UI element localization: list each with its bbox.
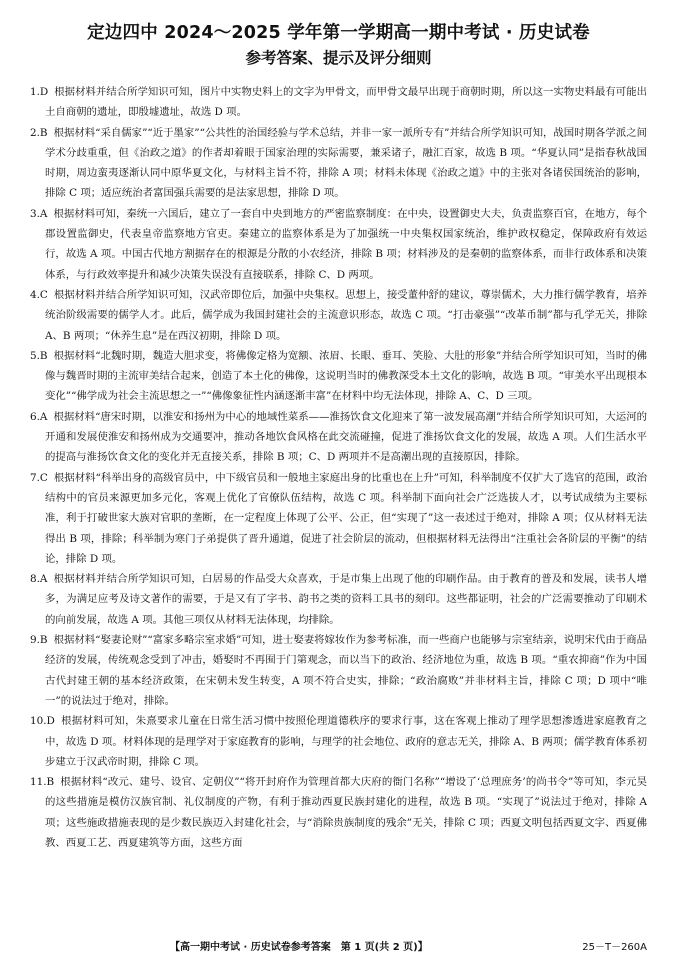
answer-choice: A bbox=[39, 410, 48, 423]
answer-choice: B bbox=[39, 126, 48, 139]
page-footer bbox=[30, 938, 647, 954]
answer-item bbox=[30, 407, 647, 468]
answer-explanation: 根据材料“北魏时期，魏造大胆求变，将佛像定格为宽额、浓眉、长眼、垂耳、笑脸、大肚的形象”并结合所学知识可知，当时的佛像与魏晋时期的主流审美结合起来，创造了本土化的佛像，这说明当时的佛教深受本土文化的影响，故选 B 项。“审美水平出现根本变化”“佛学成为社会主流思想之一”“佛像象征性内涵逐渐丰富”在材料中均无法体现，排除 A、C、D 三项。 bbox=[45, 349, 647, 403]
answer-explanation: 根据材料“科举出身的高级官员中，中下级官员和一般地主家庭出身的比重也在上升”可知，科举制度不仅扩大了选官的范围，政治结构中的官员来源更加多元化，客观上优化了官僚队伍结构，故选 C 项。科举制下面向社会广泛选拔人才，以考试成绩为主要标准，利于打破世家大族对官职的垄断，在一定程度上体现了公平、公正，但“实现了”这一表述过于绝对，排除 A 项；仅从材料无法得出 B 项，排除；科举制为寒门子弟提供了晋升通道，促进了社会阶层的流动，但根据材料无法得出“注重社会各阶层的平衡”的结论，排除 D 项。 bbox=[45, 471, 647, 565]
answer-item bbox=[30, 346, 647, 407]
answer-choice: B bbox=[46, 776, 55, 789]
answer-item bbox=[30, 630, 647, 711]
answer-number: 6. bbox=[30, 410, 40, 423]
footer-page-info: 【高一期中考试 · 历史试卷参考答案 第 1 页(共 2 页)】 bbox=[170, 942, 428, 953]
document-subtitle: 参考答案、提示及评分细则 bbox=[245, 49, 432, 67]
answer-explanation: 根据材料“娶妻论财”“富家多略宗室求婚”可知，进士娶妻将嫁妆作为参考标准，而一些商户也能够与宗室结亲，说明宋代由于商品经济的发展，传统观念受到了冲击，婚娶时不再囿于门第观念，而以当下的政治、经济地位为重，故选 B 项。“重农抑商”作为中国古代封建王朝的基本经济政策，在宋朝未发生转变，A 项不符合史实，排除；“政治腐败”并非材料主旨，排除 C 项；D 项中“唯一”的说法过于绝对，排除。 bbox=[45, 634, 647, 707]
answer-item bbox=[30, 569, 647, 630]
answer-choice: D bbox=[46, 715, 55, 728]
answer-explanation: 根据材料并结合所学知识可知，白居易的作品受大众喜欢，于是市集上出现了他的印刷作品。由于教育的普及和发展，读书人增多，为满足应考及诗文著作的需要，于是又有了字书、韵书之类的资料工具书的刻印。这些都证明，社会的广泛需要推动了印刷术的向前发展，故选 A 项。其他三项仅从材料无法体现，均排除。 bbox=[45, 573, 647, 626]
answer-item bbox=[30, 772, 647, 853]
answer-item bbox=[30, 204, 647, 285]
answer-explanation: 根据材料“唐宋时期，以淮安和扬州为中心的地域性菜系——淮扬饮食文化迎来了第一波发展高潮”并结合所学知识可知，大运河的开通和发展使淮安和扬州成为交通要冲，推动各地饮食风格在此交流碰撞，促进了淮扬饮食文化的发展，故选 A 项。人们生活水平的提高与淮扬饮食文化的变化并无直接关系，排除 B 项；C、D 两项并不是高潮出现的直接原因，排除。 bbox=[45, 410, 647, 464]
document-title: 定边四中 2024～2025 学年第一学期高一期中考试 · 历史试卷 bbox=[87, 23, 590, 43]
answer-number: 9. bbox=[30, 634, 40, 647]
answer-choice: C bbox=[39, 288, 48, 301]
answer-choice: A bbox=[39, 207, 48, 220]
answer-choice: C bbox=[39, 471, 48, 484]
footer-code: 25－T－260A bbox=[582, 942, 647, 953]
answer-item bbox=[30, 711, 647, 772]
answer-item bbox=[30, 468, 647, 569]
answer-item bbox=[30, 123, 647, 204]
answer-explanation: 根据材料可知，秦统一六国后，建立了一套自中央到地方的严密监察制度：在中央，设置御史大夫，负责监察百官，在地方，每个郡设置监御史，代表皇帝监察地方官吏。秦建立的监察体系是为了加强统一中央集权国家统治，维护政权稳定，保障政府有效运行，故选 A 项。中国古代地方割据存在的根源是分散的小农经济，排除 B 项；材料涉及的是秦朝的监察体系，而非行政体系和决策体系，与行政效率提升和减少决策失误没有直接联系，排除 C、D 两项。 bbox=[45, 207, 647, 281]
answer-number: 4. bbox=[30, 288, 40, 301]
answer-explanation: 根据材料“采自儒家”“近于墨家”“公共性的治国经验与学术总结，并非一家一派所专有”并结合所学知识可知，战国时期各学派之间学术分歧重重，但《治政之道》的作者却着眼于国家治理的实际需要，兼采诸子，融汇百家，故选 B 项。“华夏认同”是指春秋战国时期，周边蛮夷逐渐认同中原华夏文化，与材料主旨不符，排除 A 项；材料未体现《治政之道》中的主张对各诸侯国统治的影响，排除 C 项；适应统治者富国强兵需要的是法家思想，排除 D 项。 bbox=[45, 126, 647, 200]
answer-choice: D bbox=[39, 86, 49, 98]
answer-explanation: 根据材料并结合所学知识可知，图片中实物史料上的文字为甲骨文，而甲骨文最早出现于商朝时期，所以这一实物史料最有可能出土自商朝的遗址，即殷墟遗址，故选 D 项。 bbox=[45, 86, 647, 119]
answer-choice: B bbox=[39, 634, 48, 647]
answer-item bbox=[30, 285, 647, 346]
answer-choice: B bbox=[39, 349, 48, 362]
answer-explanation: 根据材料并结合所学知识可知，汉武帝即位后，加强中央集权。思想上，接受董仲舒的建议，尊崇儒术，大力推行儒学教育，培养统治阶级需要的儒学人才。此后，儒学成为我国封建社会的主流意识形态，故选 C 项。“打击豪强”“改革币制”都与孔学无关，排除 A、B 两项；“休养生息”是在西汉初期，排除 D 项。 bbox=[45, 288, 647, 342]
answer-explanation: 根据材料“改元、建号、设官、定朝仪”“将开封府作为管理首都大庆府的衙门名称”“增设了‘总理庶务’的尚书令”等可知，李元昊的这些措施是模仿汉族官制、礼仪制度的产物，有利于推动西夏民族封建化的进程，故选 B 项。“实现了”说法过于绝对，排除 A 项；这些施政措施表现的是少数民族迈入封建化社会，与“消除贵族制度的残余”无关，排除 C 项；西夏文明包括西夏文字、西夏佛教、西夏工艺、西夏建筑等方面，这些方面 bbox=[45, 776, 647, 849]
answer-list bbox=[30, 82, 647, 853]
answer-number: 2. bbox=[30, 126, 40, 139]
answer-number: 7. bbox=[30, 471, 40, 484]
answer-number: 8. bbox=[30, 573, 40, 586]
answer-item bbox=[30, 82, 647, 123]
answer-number: 3. bbox=[30, 207, 40, 220]
answer-choice: A bbox=[39, 573, 48, 586]
answer-explanation: 根据材料可知，朱熹要求儿童在日常生活习惯中按照伦理道德秩序的要求行事，这在客观上推动了理学思想渗透进家庭教育之中，故选 D 项。材料体现的是理学对于家庭教育的影响，与理学的社会地位、政府的意志无关，排除 A、B 两项；儒学教育体系初步建立于汉武帝时期，排除 C 项。 bbox=[45, 715, 647, 768]
answer-number: 11. bbox=[30, 776, 47, 789]
answer-number: 5. bbox=[30, 349, 40, 362]
answer-number: 10. bbox=[30, 715, 47, 728]
answer-number: 1. bbox=[30, 86, 40, 98]
